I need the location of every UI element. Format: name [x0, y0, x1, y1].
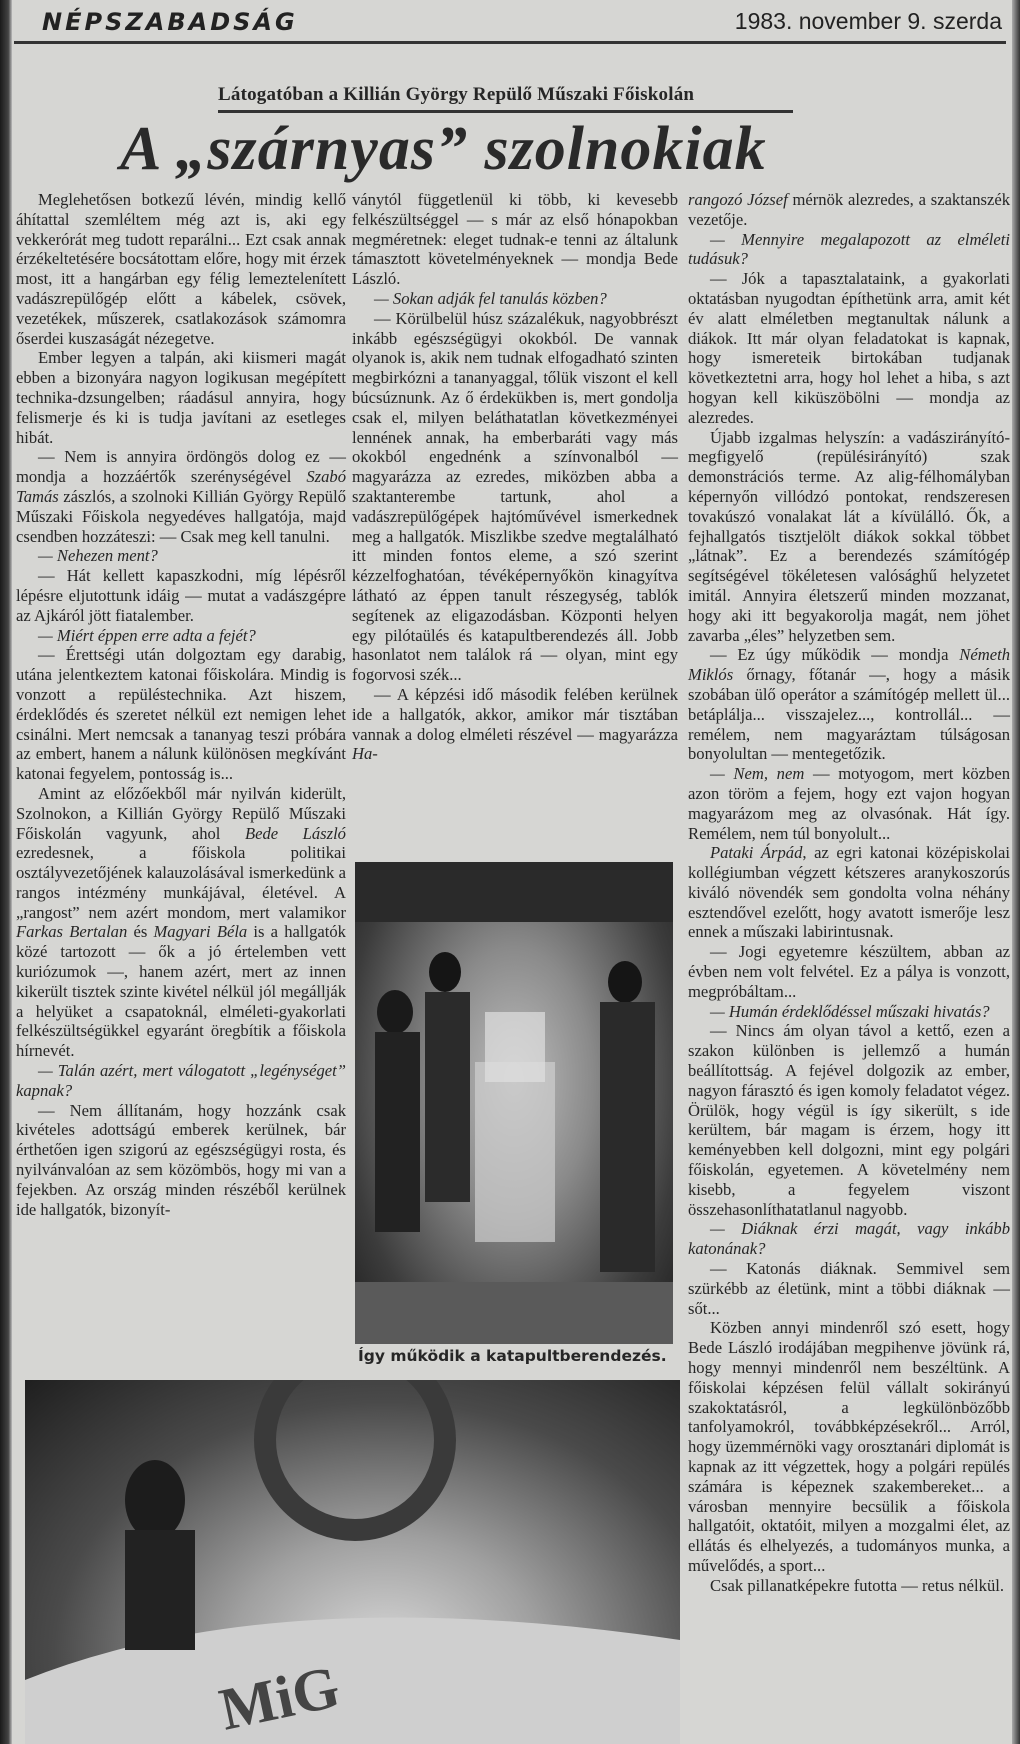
photo-jet-fighter-image	[25, 1380, 680, 1744]
paper-edge-right	[1012, 0, 1020, 1744]
italic-text: — Mennyire megalapozott az elméleti tudásuk?	[688, 229, 1010, 269]
body-text: — Nem is annyira ördöngös dolog ez — mondja a hozzáértők szerénységével	[16, 447, 346, 487]
article-paragraph	[688, 645, 1010, 764]
body-text: , az egri katonai középiskolai kollégiumban végzett kétszeres aranykoszorús kiváló növendék sem gondolta volna néhány esztendővel ezelőtt, hogy avatott ismerője lesz ennek a műszaki labirintusnak.	[688, 843, 1011, 942]
body-text: — Jogi egyetemre készültem, abban az évben nem volt felvétel. Ez a pálya is vonzott, megpróbáltam...	[688, 942, 1010, 1001]
italic-text: — Talán azért, mert válogatott „legénységet” kapnak?	[16, 1061, 346, 1100]
article-paragraph	[16, 447, 346, 546]
article-paragraph	[16, 566, 346, 625]
body-text: Újabb izgalmas helyszín: a vadászirányító-megfigyelő (repülésirányító) szak demonstrációs terme. Az alig-félhomályban képernyőn villódzó pontokat, rendszeresen tovakúszó vonalakat lát a kívülálló. Ők, a fejhallgatós tisztjelölt diákok sokkal többet „látnak”. Ez a berendezés számítógép segítségével tökéletesen valósághű helyzetet imitál. Annyira életszerű minden mozzanat, hogy aki itt begyakorolja magát, nem jöhet zavarba „éles” helyzetben sem.	[688, 427, 1010, 645]
article-paragraph	[688, 764, 1010, 843]
article-paragraph	[16, 546, 346, 566]
body-text: Közben annyi mindenről szó esett, hogy Bede László irodájában megpihenve jövünk rá, hogy mennyi mindenről nem beszéltünk. A főiskolai képzésen felül vállalt sokirányú szakoktatásról, a legkülönbözőbb tanfolyamokról, továbbképzésekről... Arról, hogy üzemmérnöki vagy orosztanári diplomát is kapnak az itt végzettek, hogy a polgári repülés számára is képeznek szakembereket... a városban mennyire becsülik a főiskola hallgatóit, oktatóit, milyen a mozgalmi élet, az ellátás és elhelyezés, a tudományos munka, a művelődés, a sport...	[688, 1318, 1010, 1575]
svg-text:MiG: MiG	[213, 1653, 346, 1743]
article-paragraph	[16, 1101, 346, 1220]
article-paragraph	[688, 1259, 1010, 1318]
article-paragraph	[688, 1021, 1010, 1219]
article-kicker: Látogatóban a Killián György Repülő Műszaki Főiskolán	[218, 84, 793, 113]
article-paragraph	[352, 289, 678, 309]
body-text: — Nem állítanám, hogy hozzánk csak kivételes adottságú emberek kerülnek, bár érthetően igen szigorú az egészségügyi rosta, és nyilvánvalóan az sem közömbös, hogy mi van a fejekben. Az ország minden részéből kerülnek ide hallgatók, bizonyít-	[16, 1100, 346, 1219]
italic-text: — Diáknak érzi magát, vagy inkább katonának?	[688, 1219, 1010, 1259]
italic-text: — Miért éppen erre adta a fejét?	[38, 625, 256, 645]
italic-text: Bede László	[244, 823, 346, 843]
body-text: ványtól függetlenül ki több, ki kevesebb felkészültséggel — s már az első hónapokban megméretnek: eleget tudnak-e tenni az általunk támasztott követelményeknek — mondja Bede László.	[352, 190, 678, 289]
italic-text: Pataki Árpád	[710, 843, 803, 863]
italic-text: — Humán érdeklődéssel műszaki hivatás?	[710, 1001, 990, 1021]
body-text: — motyogom, mert közben azon töröm a fejem, hogy ezt vajon hogyan magyarázom meg az olvasónak. Hát így. Remélem, nem túl bonyolult...	[688, 764, 1011, 843]
article-paragraph	[688, 942, 1010, 1001]
body-text: — Körülbelül húsz százalékuk, nagyobbrészt inkább egészségügyi okokból. De vannak olyanok is, akik nem tudnak elfogadható szinten megbirkózni a tananyaggal, tőlük viszont el kell búcsúznunk. Az ő érdekükben is, mert gondolja csak el, milyen beláthatatlan következményei lennének annak, ha emberbaráti vagy más okokból engednénk a színvonalból — magyarázza az ezredes, miközben abba a szaktanterembe tartunk, ahol a vadászrepülőgépek hajtóművével ismerkednek meg a hallgatók. Miszlikbe szedve megtalálható itt minden fontos eleme, a szó szerint kézzelfoghatóan, tévéképernyőkön kinagyítva látható az éppen tanult részegység, tablók segítenek az eligazodásban. Központi helyen egy pilótaülés és katapultberendezés áll. Jobb hasonlatot nem találok rá — olyan, mint egy fogorvosi szék...	[352, 308, 678, 685]
body-text: Meglehetősen botkezű lévén, mindig kellő áhítattal szemléltem még azt is, aki egy vekkerórát meg tudott reparálni... Ezt csak annak érzékeltetésére bocsátottam előre, hogy mit érzek most, itt a hangárban egy félig lemeztelenített vadászrepülőgép előtt a kábelek, csövek, vezetékek, műszerek, csatlakozások számomra őserdei kuszaságát nézegetve.	[16, 190, 346, 348]
text-column-1	[16, 190, 346, 1219]
italic-text: — Nem, nem	[710, 764, 805, 784]
italic-text: Magyari Béla	[153, 922, 248, 942]
article-paragraph	[688, 230, 1010, 270]
body-text: — Nincs ám olyan távol a kettő, ezen a szakon különben is jellemző a humán beállítottság. A fejével dolgozik az ember, nagyon fárasztó és igen komoly feladatot végez. Örülök, hogy végül is így sikerült, s ide kerültem, bár magam is érzem, hogy itt keményebben kell dolgozni, mint egy polgári főiskolán, egyetemen. A követelmény nem kisebb, a fegyelem viszont összehasonlíthatatlanul nagyobb.	[688, 1021, 1010, 1219]
article-headline: A „szárnyas” szolnokiak	[120, 115, 767, 183]
article-paragraph	[688, 1002, 1010, 1022]
article-paragraph	[688, 1219, 1010, 1259]
body-text: ezredesnek, a főiskola politikai osztályvezetőjének kalauzolásával ismerkedünk a rangos intézmény munkájával, életével. A „rangost” nem azért mondom, mert valamikor	[16, 843, 346, 922]
body-text: is a hallgatók közé tartozott — ők a jó értelemben vett kuriózumok —, hanem azért, mert az innen kikerült tisztek szinte kivétel nélkül jól megállják a helyüket a csapatoknál, elméleti-gyakorlati felkészültségükkel egyaránt öregbítik a főiskola hírnevét.	[16, 922, 346, 1061]
italic-text: — Sokan adják fel tanulás közben?	[374, 288, 607, 308]
italic-text: — Nehezen ment?	[38, 546, 158, 566]
body-text: — Jók a tapasztalataink, a gyakorlati oktatásban nyugodtan építhetünk arra, amit két év alatt elméletben megtanultak nálunk a diákok. Itt már olyan feladatokat is kapnak, hogy ismereteik birtokában tudjanak következtetni arra, hogy hol lehet a hiba, s azt hogyan kell kiküszöbölni — mondja az alezredes.	[688, 269, 1010, 427]
body-text: Amint az előzőekből már nyilván kiderült, Szolnokon, a Killián György Repülő Műszaki Főiskolán vagyunk, ahol	[16, 783, 346, 843]
article-paragraph	[688, 428, 1010, 646]
article-paragraph	[16, 190, 346, 348]
article-paragraph	[16, 645, 346, 784]
article-paragraph	[16, 1061, 346, 1101]
newspaper-masthead: NÉPSZABADSÁG	[42, 8, 298, 36]
photo-ejection-seat	[355, 862, 673, 1344]
body-text: Ember legyen a talpán, aki kiismeri magát ebben a bizonyára nagyon logikusan megépített technika-dzsungelben; ráadásul annyira, hogy felismerje és ki is tudja javítani az esetleges hibát.	[16, 348, 346, 447]
italic-text: Ha-	[352, 744, 378, 764]
photo-ejection-seat-image	[355, 862, 673, 1344]
header-rule	[14, 41, 1006, 44]
body-text: Csak pillanatképekre futotta — retus nélkül.	[710, 1575, 1004, 1595]
article-paragraph	[352, 685, 678, 764]
body-text: zászlós, a szolnoki Killián György Repülő Műszaki Főiskola negyedéves hallgatója, majd csendben hozzáteszi: — Csak meg kell tanulni.	[16, 486, 346, 546]
body-text: — Érettségi után dolgoztam egy darabig, utána jelentkeztem katonai főiskolára. Mindig is vonzott a repüléstechnika. Azt hiszem, érdeklődés és szeretet nélkül ezt nemigen lehet csinálni. Mert nemcsak a tananyag teszi próbára az embert, hanem a nálunk különösen megkívánt katonai fegyelem, pontosság is...	[16, 645, 346, 784]
text-column-2	[352, 190, 678, 764]
article-paragraph	[688, 1318, 1010, 1575]
italic-text: Farkas Bertalan	[16, 922, 128, 942]
body-text: őrnagy, főtanár —, hogy a másik szobában ülő operátor a számítógép mellett ül... betáplálja... visszajelez..., kontrollál... — remélem, nem magyaráztam túlságosan bonyolultan — mentegetőzik.	[688, 665, 1010, 764]
body-text: mérnök alezredes, a szaktanszék vezetője.	[688, 190, 1010, 229]
italic-text: rangozó József	[688, 190, 788, 209]
article-paragraph	[352, 309, 678, 685]
article-paragraph	[688, 1576, 1010, 1596]
article-paragraph	[16, 348, 346, 447]
article-paragraph	[352, 190, 678, 289]
article-paragraph	[16, 784, 346, 1061]
article-paragraph	[688, 190, 1010, 230]
italic-text: Szabó Tamás	[16, 467, 346, 506]
article-paragraph	[16, 626, 346, 646]
issue-date: 1983. november 9. szerda	[734, 8, 1002, 34]
body-text: — A képzési idő második felében kerülnek ide a hallgatók, akkor, amikor már tisztában vannak a dolog elméleti részével — magyarázza	[352, 684, 678, 744]
photo-caption: Így működik a katapultberendezés.	[358, 1347, 667, 1365]
italic-text: Németh Miklós	[688, 645, 1010, 685]
body-text: és	[127, 922, 154, 942]
article-paragraph	[688, 269, 1010, 427]
article-paragraph	[688, 843, 1010, 942]
paper-edge-left	[0, 0, 12, 1744]
body-text: — Ez úgy működik — mondja	[710, 645, 960, 665]
text-column-3	[688, 190, 1010, 1596]
photo-jet-fighter	[25, 1380, 680, 1744]
body-text: — Hát kellett kapaszkodni, míg lépésről lépésre eljutottunk idáig — mutat a vadászgépre az Ajkáról jött fiatalember.	[16, 566, 346, 625]
body-text: — Katonás diáknak. Semmivel sem szürkébb az életünk, mint a többi diáknak — sőt...	[688, 1259, 1010, 1318]
